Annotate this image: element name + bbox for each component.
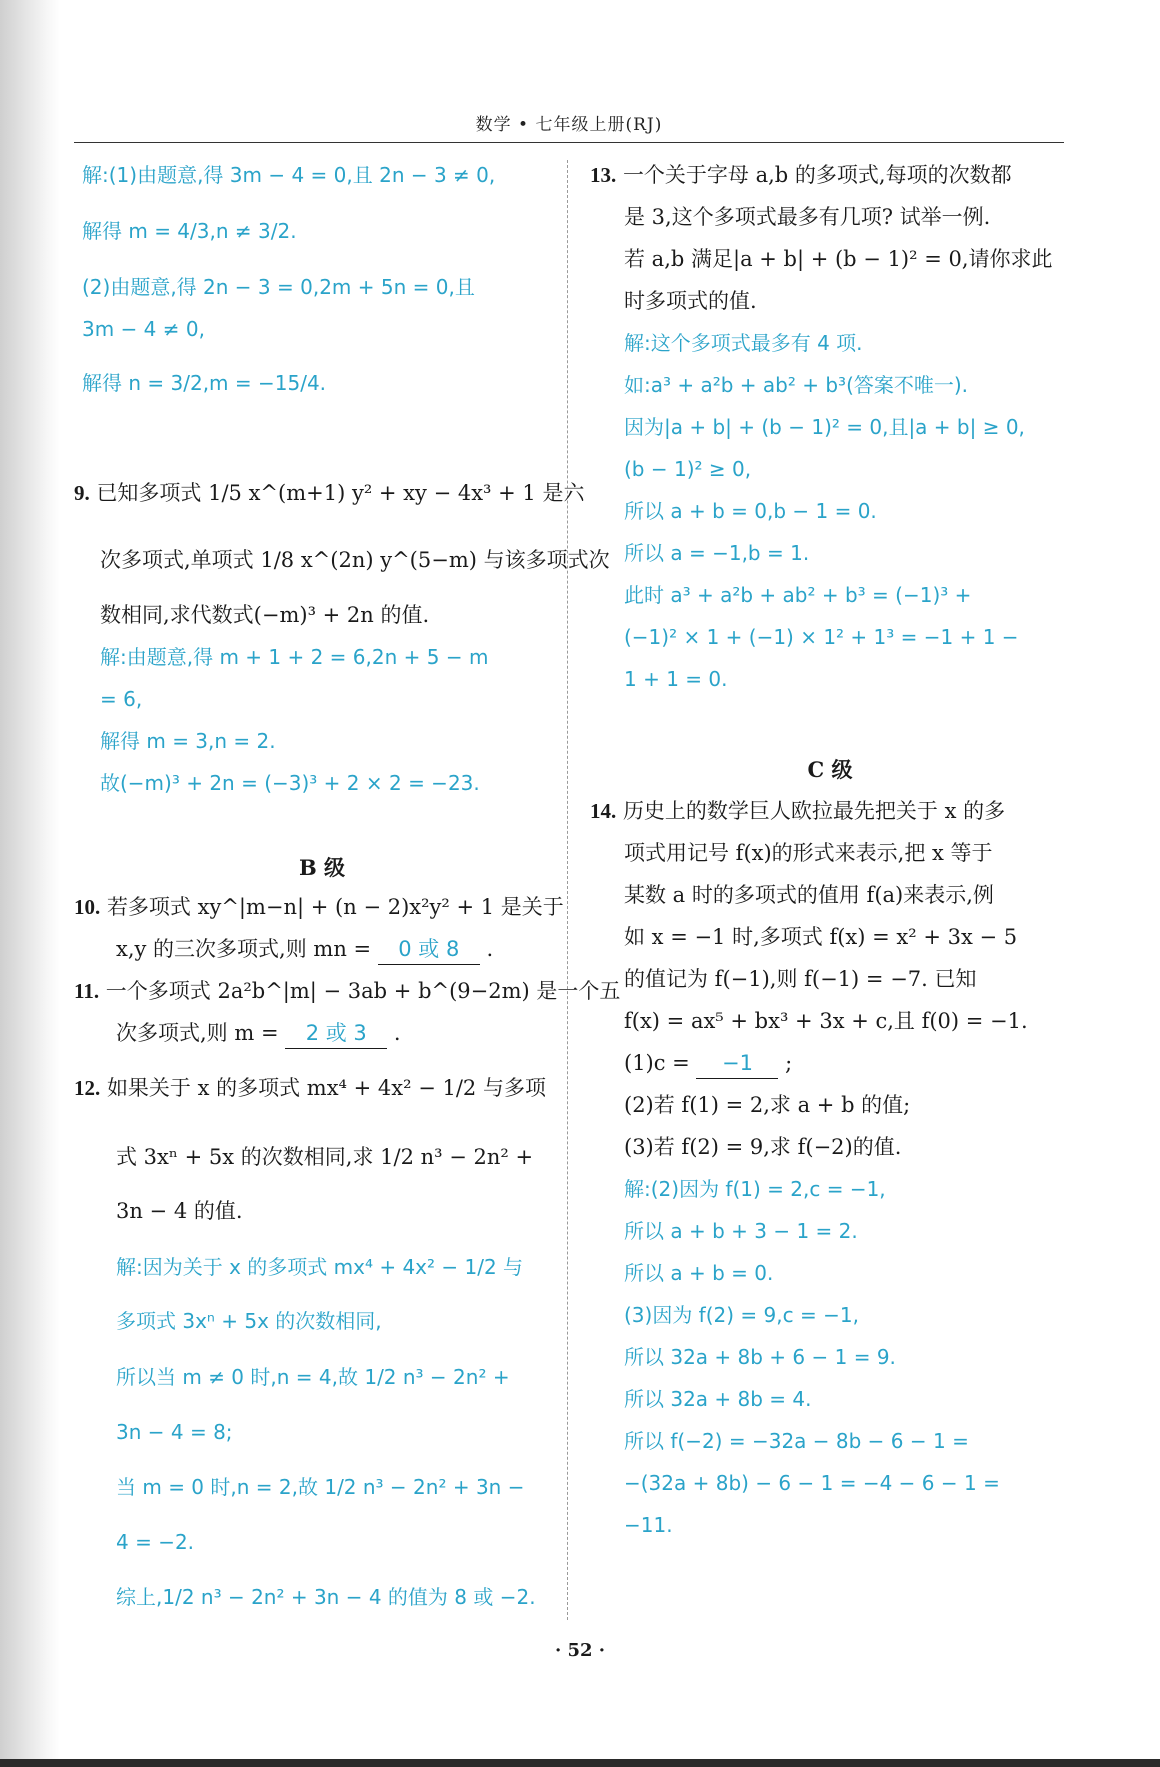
page-number: · 52 · [554,1640,606,1661]
answer-line: (b − 1)² ≥ 0, [624,457,752,481]
question-text: 如果关于 x 的多项式 mx⁴ + 4x² − 1/2 与多项 [106,1076,546,1100]
answer-line: 所以 a + b + 3 − 1 = 2. [624,1219,858,1243]
punctuation: ; [785,1051,793,1075]
answer-line: −(32a + 8b) − 6 − 1 = −4 − 6 − 1 = [624,1471,1000,1495]
answer-line: 解得 n = 3/2,m = −15/4. [82,371,327,395]
section-title-c: C 级 [807,757,853,782]
answer-line: 4 = −2. [116,1530,195,1554]
question-number: 11. [74,979,100,1003]
answer-line: 综上,1/2 n³ − 2n² + 3n − 4 的值为 8 或 −2. [116,1585,536,1609]
question-13-line [590,160,1012,190]
answer-line: 所以 32a + 8b + 6 − 1 = 9. [624,1345,896,1369]
answer-line: (2)由题意,得 2n − 3 = 0,2m + 5n = 0,且 [82,275,475,299]
answer-line: 所以 a + b = 0. [624,1261,774,1285]
header-rule [74,142,1064,143]
answer-line: = 6, [100,687,143,711]
punctuation: . [393,1021,401,1045]
question-text: 一个关于字母 a,b 的多项式,每项的次数都 [622,163,1012,187]
answer-line: (3)因为 f(2) = 9,c = −1, [624,1303,859,1327]
answer-line: 因为|a + b| + (b − 1)² = 0,且|a + b| ≥ 0, [624,415,1025,439]
answer-line: 解得 m = 4/3,n ≠ 3/2. [82,219,297,243]
question-11-line [116,1018,401,1049]
book-spine-shadow [0,0,60,1767]
answer-line: 解:因为关于 x 的多项式 mx⁴ + 4x² − 1/2 与 [116,1255,524,1279]
question-number: 14. [590,799,617,823]
question-text: 已知多项式 1/5 x^(m+1) y² + xy − 4x³ + 1 是六 [96,481,585,505]
answer-blank: 0 或 8 [378,934,480,965]
question-14-part3: (3)若 f(2) = 9,求 f(−2)的值. [624,1135,902,1159]
question-number: 13. [590,163,617,187]
question-9-line: 数相同,求代数式(−m)³ + 2n 的值. [100,603,430,627]
question-14-line: 某数 a 时的多项式的值用 f(a)来表示,例 [624,883,994,907]
question-text: 历史上的数学巨人欧拉最先把关于 x 的多 [622,799,1006,823]
question-14-line: 项式用记号 f(x)的形式来表示,把 x 等于 [624,841,993,865]
answer-blank: 2 或 3 [285,1018,387,1049]
question-12-line: 3n − 4 的值. [116,1199,243,1223]
question-number: 10. [74,895,101,919]
answer-line: 故(−m)³ + 2n = (−3)³ + 2 × 2 = −23. [100,771,480,795]
answer-line: 此时 a³ + a²b + ab² + b³ = (−1)³ + [624,583,972,607]
answer-line: 解:(1)由题意,得 3m − 4 = 0,且 2n − 3 ≠ 0, [82,163,496,187]
question-13-line: 是 3,这个多项式最多有几项? 试举一例. [624,205,991,229]
question-text: (1)c = [624,1051,690,1075]
question-text: 次多项式,则 m = [116,1021,279,1045]
page-header: 数学 • 七年级上册(RJ) [475,115,663,135]
question-14-line [590,796,1005,826]
answer-line: 解得 m = 3,n = 2. [100,729,276,753]
answer-line: 3n − 4 = 8; [116,1420,233,1444]
question-13-line: 时多项式的值. [624,289,757,313]
answer-line: 所以 f(−2) = −32a − 8b − 6 − 1 = [624,1429,969,1453]
answer-line: (−1)² × 1 + (−1) × 1² + 1³ = −1 + 1 − [624,625,1019,649]
question-10-line [74,892,564,922]
question-number: 9. [74,481,90,505]
answer-line: 解:由题意,得 m + 1 + 2 = 6,2n + 5 − m [100,645,489,669]
question-14-part1 [624,1048,792,1079]
answer-line: 解:这个多项式最多有 4 项. [624,331,863,355]
question-11-line [74,976,620,1006]
answer-line: −11. [624,1513,673,1537]
answer-line: 所以 32a + 8b = 4. [624,1387,812,1411]
question-9-line [74,478,584,508]
question-text: 一个多项式 2a²b^|m| − 3ab + b^(9−2m) 是一个五 [105,979,621,1003]
question-text: x,y 的三次多项式,则 mn = [116,937,372,961]
answer-line: 解:(2)因为 f(1) = 2,c = −1, [624,1177,886,1201]
answer-line: 3m − 4 ≠ 0, [82,317,205,341]
question-14-line: f(x) = ax⁵ + bx³ + 3x + c,且 f(0) = −1. [624,1009,1028,1033]
answer-line: 多项式 3xⁿ + 5x 的次数相同, [116,1309,382,1333]
bottom-edge-bar [0,1759,1160,1767]
question-14-part2: (2)若 f(1) = 2,求 a + b 的值; [624,1093,911,1117]
answer-line: 如:a³ + a²b + ab² + b³(答案不唯一). [624,373,969,397]
question-12-line [74,1073,546,1103]
answer-line: 所以 a = −1,b = 1. [624,541,810,565]
answer-line: 1 + 1 = 0. [624,667,728,691]
question-13-line: 若 a,b 满足|a + b| + (b − 1)² = 0,请你求此 [624,247,1053,271]
answer-line: 所以当 m ≠ 0 时,n = 4,故 1/2 n³ − 2n² + [116,1365,510,1389]
answer-blank: −1 [696,1048,778,1079]
answer-line: 所以 a + b = 0,b − 1 = 0. [624,499,877,523]
section-title-b: B 级 [298,855,346,880]
question-text: 若多项式 xy^|m−n| + (n − 2)x²y² + 1 是关于 [106,895,564,919]
question-number: 12. [74,1076,101,1100]
question-10-line [116,934,493,965]
column-divider [567,160,568,1620]
question-9-line: 次多项式,单项式 1/8 x^(2n) y^(5−m) 与该多项式次 [100,548,610,572]
answer-line: 当 m = 0 时,n = 2,故 1/2 n³ − 2n² + 3n − [116,1475,525,1499]
question-14-line: 如 x = −1 时,多项式 f(x) = x² + 3x − 5 [624,925,1018,949]
punctuation: . [486,937,494,961]
question-14-line: 的值记为 f(−1),则 f(−1) = −7. 已知 [624,967,977,991]
question-12-line: 式 3xⁿ + 5x 的次数相同,求 1/2 n³ − 2n² + [116,1145,534,1169]
